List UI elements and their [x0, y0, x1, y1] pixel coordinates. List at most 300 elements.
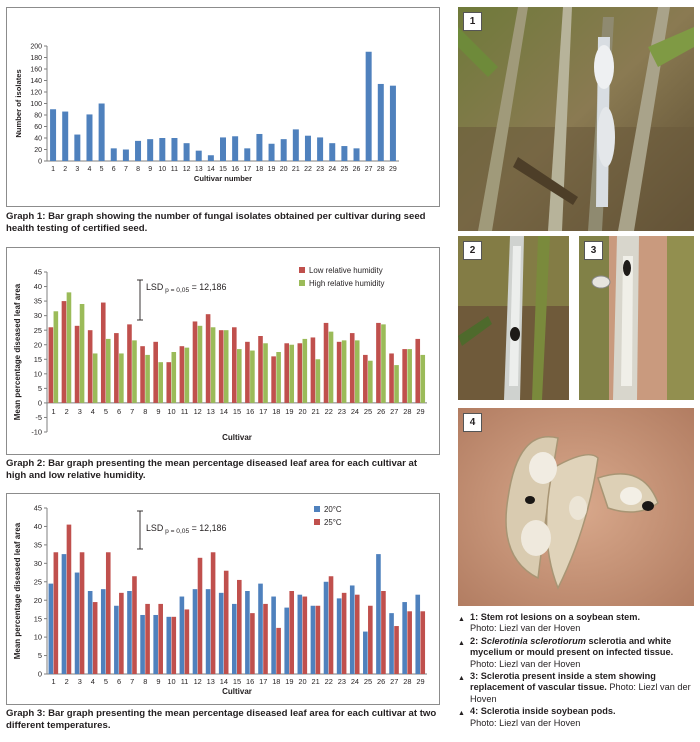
- bar-2-cultivar-15: [237, 349, 242, 403]
- bar-2-cultivar-10: [171, 617, 176, 674]
- x-tick-label: 27: [364, 166, 373, 173]
- bar-2-cultivar-10: [171, 352, 176, 403]
- x-tick-label: 29: [389, 166, 397, 173]
- bar-1-cultivar-21: [293, 129, 299, 161]
- x-axis-title: Cultivar: [222, 433, 252, 442]
- graph2-caption: Graph 2: Bar graph presenting the mean percentage diseased leaf area for each cultivar at high and low relative humidity.: [6, 458, 418, 481]
- photo-3: [579, 236, 694, 400]
- bar-1-cultivar-13: [206, 589, 211, 674]
- x-tick-label: 18: [272, 677, 281, 686]
- graph2-chart: [7, 248, 439, 454]
- legend-swatch: [314, 506, 320, 512]
- x-tick-label: 9: [156, 677, 161, 686]
- bar-1-cultivar-11: [180, 346, 185, 403]
- bar-2-cultivar-9: [158, 362, 163, 403]
- y-tick-label: 40: [33, 522, 42, 532]
- graph1-chart: [7, 8, 439, 206]
- bar-2-cultivar-3: [80, 552, 85, 674]
- bar-2-cultivar-13: [211, 327, 216, 403]
- x-tick-label: 24: [350, 407, 360, 416]
- bar-1-cultivar-20: [298, 595, 303, 674]
- bar-1-cultivar-9: [147, 139, 153, 161]
- x-tick-label: 5: [99, 166, 104, 173]
- x-tick-label: 10: [167, 407, 176, 416]
- bar-1-cultivar-4: [88, 591, 93, 674]
- bar-1-cultivar-6: [114, 333, 119, 403]
- bar-2-cultivar-14: [224, 571, 229, 674]
- x-tick-label: 2: [64, 407, 69, 416]
- bar-2-cultivar-16: [250, 613, 255, 674]
- bar-1-cultivar-4: [86, 114, 92, 161]
- bar-1-cultivar-24: [350, 585, 355, 674]
- y-tick-label: 30: [33, 311, 42, 321]
- photo-caption-2-species: Sclerotinia sclerotiorum: [480, 635, 586, 646]
- x-tick-label: 17: [243, 166, 252, 173]
- x-tick-label: 4: [87, 166, 92, 173]
- graph3-panel: [6, 493, 440, 705]
- bar-2-cultivar-14: [224, 330, 229, 403]
- bar-1-cultivar-1: [49, 327, 54, 403]
- y-axis-title: Mean percentage diseased leaf area: [13, 522, 22, 660]
- bar-2-cultivar-21: [316, 606, 321, 674]
- y-tick-label: 20: [34, 147, 42, 155]
- x-tick-label: 15: [232, 407, 242, 416]
- graph1-panel: [6, 7, 440, 207]
- x-tick-label: 14: [219, 407, 229, 416]
- bar-1-cultivar-19: [269, 144, 275, 161]
- x-tick-label: 12: [182, 166, 191, 173]
- photo-caption-4: [458, 706, 696, 729]
- bar-1-cultivar-9: [153, 615, 158, 674]
- x-tick-label: 9: [156, 407, 161, 416]
- bar-1-cultivar-3: [75, 573, 80, 674]
- x-tick-label: 13: [206, 677, 215, 686]
- x-tick-label: 19: [267, 166, 276, 173]
- triangle-icon: ▲: [458, 675, 465, 683]
- bar-2-cultivar-27: [394, 365, 399, 403]
- bar-2-cultivar-4: [93, 602, 98, 674]
- x-tick-label: 20: [298, 677, 307, 686]
- x-tick-label: 22: [304, 166, 312, 173]
- photo-2: [458, 236, 569, 400]
- x-tick-label: 6: [117, 677, 122, 686]
- x-tick-label: 28: [376, 166, 385, 173]
- lsd-label: LSD $_{p = 0,05}$ = 12,186: [146, 282, 227, 294]
- bar-1-cultivar-14: [219, 330, 224, 403]
- y-axis-title: Number of isolates: [14, 69, 23, 138]
- bar-2-cultivar-25: [368, 361, 373, 403]
- bar-1-cultivar-25: [341, 146, 347, 161]
- photo-1-image: [458, 7, 694, 231]
- y-tick-label: 10: [33, 632, 42, 642]
- bar-1-cultivar-15: [220, 137, 226, 161]
- bar-1-cultivar-18: [271, 597, 276, 674]
- bar-1-cultivar-14: [219, 593, 224, 674]
- x-tick-label: 20: [298, 407, 307, 416]
- bar-1-cultivar-2: [62, 554, 67, 674]
- bar-1-cultivar-8: [135, 141, 141, 161]
- x-tick-label: 3: [77, 677, 82, 686]
- bar-2-cultivar-2: [67, 292, 72, 403]
- x-tick-label: 28: [403, 407, 412, 416]
- bar-1-cultivar-6: [114, 606, 119, 674]
- bar-2-cultivar-7: [132, 576, 137, 674]
- bar-1-cultivar-19: [284, 343, 289, 403]
- y-tick-label: 160: [30, 66, 42, 74]
- bar-1-cultivar-17: [244, 148, 250, 161]
- triangle-icon: ▲: [458, 639, 465, 647]
- x-tick-label: 22: [324, 407, 333, 416]
- bar-1-cultivar-29: [415, 595, 420, 674]
- x-tick-label: 26: [377, 407, 386, 416]
- bar-1-cultivar-10: [166, 362, 171, 403]
- x-tick-label: 23: [337, 677, 346, 686]
- bar-1-cultivar-3: [75, 326, 80, 403]
- x-tick-label: 1: [51, 407, 56, 416]
- y-tick-label: 25: [33, 325, 42, 335]
- bar-1-cultivar-29: [390, 86, 396, 161]
- x-tick-label: 25: [340, 166, 349, 173]
- y-tick-label: 0: [37, 669, 42, 679]
- x-tick-label: 18: [255, 166, 264, 173]
- x-tick-label: 23: [316, 166, 325, 173]
- x-tick-label: 16: [245, 407, 255, 416]
- bar-1-cultivar-23: [317, 137, 323, 161]
- bar-1-cultivar-28: [378, 84, 384, 161]
- bar-1-cultivar-16: [245, 342, 250, 403]
- bar-1-cultivar-13: [196, 151, 202, 161]
- legend-swatch: [299, 267, 305, 273]
- x-tick-label: 10: [158, 166, 167, 173]
- bar-2-cultivar-2: [67, 525, 72, 674]
- x-tick-label: 6: [111, 166, 116, 173]
- photo-caption-4-credit: Photo: Liezl van der Hoven: [470, 717, 581, 728]
- photo-3-number: 3: [584, 241, 603, 260]
- bar-2-cultivar-17: [263, 343, 268, 403]
- bar-2-cultivar-26: [381, 591, 386, 674]
- bar-1-cultivar-8: [140, 346, 145, 403]
- bar-2-cultivar-17: [263, 604, 268, 674]
- bar-1-cultivar-1: [49, 584, 54, 674]
- x-tick-label: 2: [64, 677, 69, 686]
- bar-1-cultivar-6: [111, 148, 117, 161]
- bar-1-cultivar-28: [402, 602, 407, 674]
- y-tick-label: 0: [38, 158, 42, 166]
- bar-1-cultivar-22: [324, 323, 329, 403]
- x-axis-title: Cultivar: [222, 687, 252, 696]
- y-tick-label: 35: [33, 296, 42, 306]
- y-tick-label: 10: [33, 369, 42, 379]
- bar-2-cultivar-19: [289, 345, 294, 403]
- y-tick-label: 20: [33, 595, 42, 605]
- bar-2-cultivar-12: [198, 558, 203, 674]
- x-tick-label: 25: [363, 407, 373, 416]
- x-tick-label: 9: [148, 166, 153, 173]
- x-tick-label: 7: [130, 407, 135, 416]
- photo-1: [458, 7, 694, 231]
- photo-caption-1-text: 1: Stem rot lesions on a soybean stem.: [470, 612, 641, 622]
- y-tick-label: 200: [30, 43, 42, 51]
- bar-1-cultivar-26: [376, 323, 381, 403]
- y-tick-label: 40: [34, 135, 42, 143]
- bar-2-cultivar-3: [80, 304, 85, 403]
- x-tick-label: 20: [279, 166, 288, 173]
- y-tick-label: 5: [37, 651, 42, 661]
- bar-1-cultivar-8: [140, 615, 145, 674]
- photo-1-number: 1: [463, 12, 482, 31]
- bar-1-cultivar-27: [366, 52, 372, 161]
- x-tick-label: 27: [390, 407, 399, 416]
- x-tick-label: 23: [337, 407, 346, 416]
- bar-1-cultivar-9: [153, 342, 158, 403]
- bar-1-cultivar-23: [337, 342, 342, 403]
- photo-caption-1: [458, 612, 696, 635]
- y-tick-label: 15: [33, 354, 42, 364]
- y-tick-label: 5: [37, 383, 42, 393]
- y-tick-label: -5: [35, 413, 42, 423]
- y-tick-label: -10: [31, 427, 42, 437]
- bar-2-cultivar-29: [420, 355, 425, 403]
- bar-2-cultivar-21: [316, 359, 321, 403]
- bar-1-cultivar-17: [258, 336, 263, 403]
- bar-1-cultivar-24: [350, 333, 355, 403]
- bar-2-cultivar-8: [145, 355, 150, 403]
- x-tick-label: 11: [180, 677, 189, 686]
- x-tick-label: 10: [167, 677, 176, 686]
- y-axis-title: Mean percentage diseased leaf area: [13, 283, 22, 421]
- bar-2-cultivar-27: [394, 626, 399, 674]
- bar-1-cultivar-5: [99, 104, 105, 162]
- bar-2-cultivar-5: [106, 339, 111, 403]
- x-tick-label: 5: [103, 677, 109, 686]
- bar-1-cultivar-23: [337, 598, 342, 674]
- bar-1-cultivar-7: [127, 324, 132, 403]
- bar-1-cultivar-5: [101, 303, 106, 403]
- x-tick-label: 15: [219, 166, 227, 173]
- bar-1-cultivar-2: [62, 112, 68, 161]
- y-tick-label: 40: [33, 282, 42, 292]
- x-tick-label: 14: [219, 677, 229, 686]
- x-tick-label: 12: [193, 677, 202, 686]
- bar-2-cultivar-16: [250, 351, 255, 403]
- x-tick-label: 26: [377, 677, 386, 686]
- y-tick-label: 15: [33, 614, 42, 624]
- x-tick-label: 17: [259, 407, 268, 416]
- bar-1-cultivar-27: [389, 613, 394, 674]
- triangle-icon: ▲: [458, 710, 465, 718]
- graph2-panel: [6, 247, 440, 455]
- y-tick-label: 140: [30, 78, 42, 86]
- bar-1-cultivar-21: [311, 337, 316, 402]
- photo-4: [458, 408, 694, 606]
- x-tick-label: 12: [193, 407, 202, 416]
- bar-2-cultivar-15: [237, 580, 242, 674]
- x-tick-label: 4: [90, 677, 95, 686]
- bar-2-cultivar-1: [54, 552, 59, 674]
- photo-caption-3: [458, 671, 696, 705]
- bar-2-cultivar-19: [289, 591, 294, 674]
- x-tick-label: 13: [206, 407, 215, 416]
- bar-2-cultivar-11: [185, 609, 190, 674]
- bar-1-cultivar-4: [88, 330, 93, 403]
- bar-2-cultivar-20: [303, 597, 308, 674]
- x-tick-label: 15: [232, 677, 242, 686]
- bar-1-cultivar-15: [232, 604, 237, 674]
- bar-1-cultivar-16: [245, 591, 250, 674]
- x-tick-label: 3: [75, 166, 80, 173]
- x-tick-label: 24: [350, 677, 360, 686]
- y-tick-label: 30: [33, 558, 42, 568]
- bar-1-cultivar-5: [101, 589, 106, 674]
- bar-1-cultivar-12: [184, 143, 190, 161]
- x-tick-label: 22: [324, 677, 333, 686]
- photo-4-image: [458, 408, 694, 606]
- bar-2-cultivar-6: [119, 353, 124, 402]
- x-tick-label: 5: [103, 407, 109, 416]
- bar-2-cultivar-28: [407, 349, 412, 403]
- bar-2-cultivar-29: [420, 611, 425, 674]
- bar-1-cultivar-22: [305, 136, 311, 161]
- bar-2-cultivar-22: [329, 332, 334, 403]
- bar-2-cultivar-6: [119, 593, 124, 674]
- photo-caption-4-text: 4: Sclerotia inside soybean pods.: [470, 706, 616, 717]
- photo-2-number: 2: [463, 241, 482, 260]
- y-tick-label: 180: [30, 55, 42, 63]
- lsd-label: LSD $_{p = 0,05}$ = 12,186: [146, 523, 227, 535]
- bar-2-cultivar-13: [211, 552, 216, 674]
- y-tick-label: 35: [33, 540, 42, 550]
- bar-1-cultivar-21: [311, 606, 316, 674]
- x-tick-label: 27: [390, 677, 399, 686]
- x-tick-label: 21: [311, 677, 320, 686]
- x-tick-label: 1: [51, 166, 56, 173]
- photo-caption-2-text: sclerotia and white mycelium or mould present on infected tissue.: [470, 635, 674, 658]
- bar-2-cultivar-1: [54, 311, 59, 403]
- bar-1-cultivar-10: [166, 617, 171, 674]
- x-tick-label: 8: [136, 166, 140, 173]
- y-tick-label: 0: [37, 398, 42, 408]
- bar-1-cultivar-15: [232, 327, 237, 403]
- bar-2-cultivar-22: [329, 576, 334, 674]
- bar-1-cultivar-20: [281, 139, 287, 161]
- bar-2-cultivar-18: [276, 352, 281, 403]
- bar-1-cultivar-27: [389, 353, 394, 402]
- bar-1-cultivar-1: [50, 109, 56, 161]
- bar-2-cultivar-9: [158, 604, 163, 674]
- y-tick-label: 25: [33, 577, 42, 587]
- legend-label: Low relative humidity: [309, 266, 383, 275]
- x-tick-label: 4: [90, 407, 95, 416]
- graph1-caption: Graph 1: Bar graph showing the number of fungal isolates obtained per cultivar during seed health testing of certified seed.: [6, 211, 426, 234]
- photo-caption-1-credit: Photo: Liezl van der Hoven: [470, 623, 581, 634]
- bar-2-cultivar-18: [276, 628, 281, 674]
- x-tick-label: 25: [363, 677, 373, 686]
- bar-1-cultivar-24: [329, 143, 335, 161]
- x-tick-label: 2: [63, 166, 68, 173]
- photo-caption-2: [458, 636, 696, 670]
- x-tick-label: 26: [352, 166, 361, 173]
- x-tick-label: 6: [117, 407, 122, 416]
- y-tick-label: 100: [30, 101, 42, 109]
- bar-1-cultivar-29: [415, 339, 420, 403]
- legend-label: High relative humidity: [309, 279, 385, 288]
- y-tick-label: 120: [30, 89, 42, 97]
- bar-2-cultivar-11: [185, 348, 190, 403]
- bar-2-cultivar-23: [342, 340, 347, 403]
- bar-1-cultivar-7: [127, 591, 132, 674]
- y-tick-label: 45: [33, 267, 42, 277]
- x-tick-label: 21: [311, 407, 320, 416]
- bar-1-cultivar-25: [363, 355, 368, 403]
- legend-swatch: [314, 519, 320, 525]
- bar-2-cultivar-20: [303, 339, 308, 403]
- bar-2-cultivar-28: [407, 611, 412, 674]
- x-axis-title: Cultivar number: [193, 174, 253, 183]
- bar-1-cultivar-20: [298, 343, 303, 403]
- bar-1-cultivar-11: [171, 138, 177, 161]
- x-tick-label: 14: [206, 166, 215, 173]
- bar-1-cultivar-16: [232, 136, 238, 161]
- bar-2-cultivar-4: [93, 353, 98, 402]
- triangle-icon: ▲: [458, 616, 465, 623]
- photo-caption-3-credit: Photo: Liezl van der Hoven: [470, 682, 691, 704]
- legend-label: 25°C: [324, 518, 342, 527]
- photo-caption-2-credit: Photo: Liezl van der Hoven: [470, 658, 581, 669]
- legend-swatch: [299, 280, 305, 286]
- legend-label: 20°C: [324, 505, 342, 514]
- x-tick-label: 21: [291, 166, 300, 173]
- x-tick-label: 11: [170, 166, 179, 173]
- x-tick-label: 28: [403, 677, 412, 686]
- bar-1-cultivar-26: [376, 554, 381, 674]
- photo-caption-3-text: 3: Sclerotia present inside a stem showing replacement of vascular tissue.: [470, 671, 656, 693]
- bar-1-cultivar-3: [74, 135, 80, 161]
- bar-1-cultivar-7: [123, 150, 129, 162]
- x-tick-label: 8: [143, 677, 148, 686]
- bar-1-cultivar-19: [284, 608, 289, 674]
- x-tick-label: 7: [123, 166, 128, 173]
- bar-1-cultivar-26: [354, 148, 360, 161]
- x-tick-label: 7: [130, 677, 135, 686]
- x-tick-label: 18: [272, 407, 281, 416]
- bar-1-cultivar-17: [258, 584, 263, 674]
- bar-2-cultivar-25: [368, 606, 373, 674]
- y-tick-label: 60: [34, 124, 42, 132]
- bar-2-cultivar-24: [355, 340, 360, 403]
- x-tick-label: 11: [180, 407, 189, 416]
- bar-2-cultivar-23: [342, 593, 347, 674]
- bar-1-cultivar-11: [180, 597, 185, 674]
- x-tick-label: 19: [285, 407, 294, 416]
- bar-1-cultivar-10: [159, 138, 165, 161]
- bar-1-cultivar-2: [62, 301, 67, 403]
- bar-1-cultivar-12: [193, 321, 198, 402]
- photo-caption-2-prefix: 2:: [470, 635, 481, 646]
- graph3-chart: [7, 494, 439, 704]
- x-tick-label: 13: [194, 166, 203, 173]
- bar-1-cultivar-22: [324, 582, 329, 674]
- bar-1-cultivar-14: [208, 155, 214, 161]
- bar-1-cultivar-13: [206, 314, 211, 403]
- bar-2-cultivar-7: [132, 340, 137, 403]
- x-tick-label: 29: [416, 677, 425, 686]
- photo-captions: [458, 612, 696, 730]
- x-tick-label: 16: [231, 166, 240, 173]
- bar-2-cultivar-8: [145, 604, 150, 674]
- y-tick-label: 20: [33, 340, 42, 350]
- y-tick-label: 45: [33, 503, 42, 513]
- photo-2-image: [458, 236, 569, 400]
